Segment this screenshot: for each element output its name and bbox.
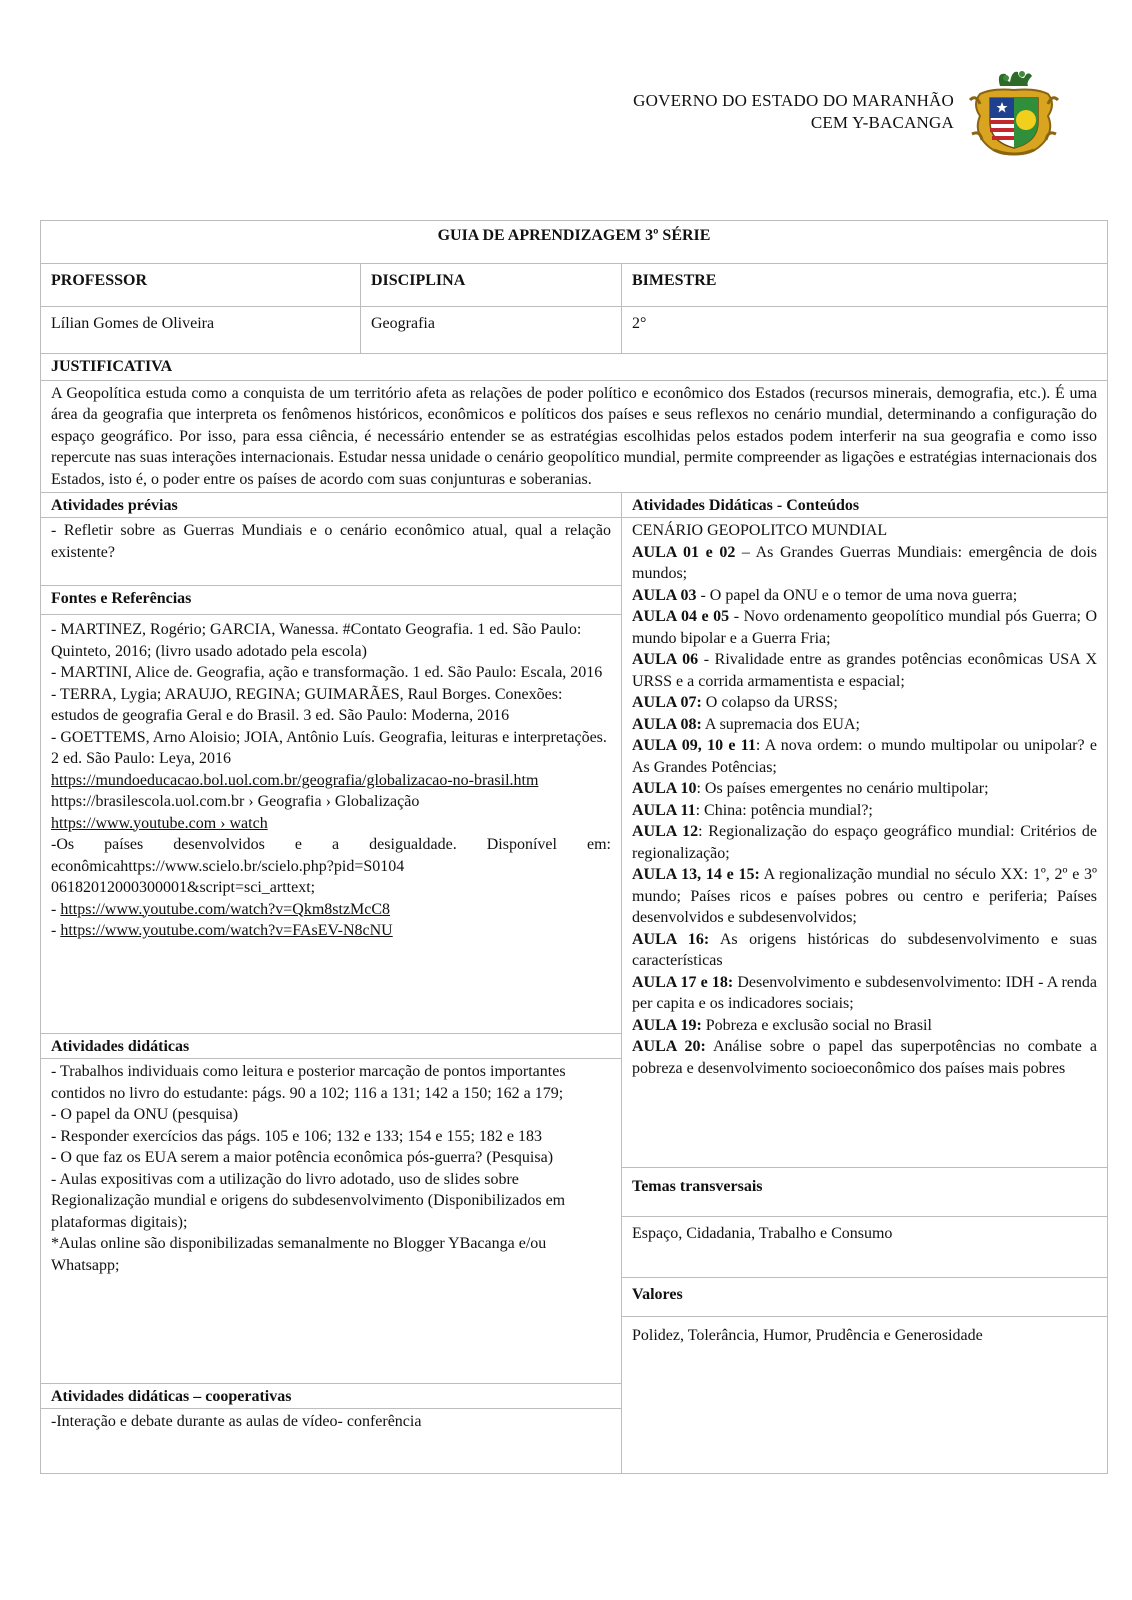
aula-text: A regionalização mundial no século XX: 1º, 2º e 3º mundo; Países ricos e países pobres ou centro e periferia; Países desenvolvidos e subdesenvolvidos; xyxy=(632,866,1098,926)
link-brasilescola[interactable]: https://brasilescola.uol.com.br › Geografia › Globalização xyxy=(51,793,420,810)
aula-text: Pobreza e exclusão social no Brasil xyxy=(701,1016,932,1034)
aula-item xyxy=(632,800,1097,822)
didatica-item: *Aulas online são disponibilizadas semanalmente no Blogger YBacanga e/ou Whatsapp; xyxy=(51,1235,547,1274)
left-column xyxy=(41,493,622,1474)
header-school: CEM Y-BACANGA xyxy=(810,113,954,132)
didaticas-list xyxy=(41,1059,621,1384)
aula-number: AULA 06 xyxy=(632,651,699,668)
aula-number: AULA 17 e 18: xyxy=(632,973,734,991)
aulas-list xyxy=(632,542,1097,1080)
header-text xyxy=(633,90,954,134)
fontes-list xyxy=(41,615,621,1034)
aula-number: AULA 11 xyxy=(632,801,696,819)
aula-number: AULA 03 xyxy=(632,586,697,604)
aula-item xyxy=(632,1036,1097,1079)
link-youtube-video-1[interactable]: https://www.youtube.com/watch?v=Qkm8stzMcC8 xyxy=(60,900,391,918)
link-prefix: - xyxy=(51,922,61,939)
aula-text: : China: potência mundial?; xyxy=(695,801,873,819)
aula-number: AULA 01 e 02 xyxy=(632,543,736,561)
bimestre-value: 2° xyxy=(622,307,1108,354)
aula-number: AULA 16: xyxy=(632,930,710,948)
fonte-item: - MARTINI, Alice de. Geografia, ação e transformação. 1 ed. São Paulo: Escala, 2016 xyxy=(51,664,603,681)
professor-label: PROFESSOR xyxy=(41,264,361,307)
valores-label: Valores xyxy=(622,1278,1107,1317)
aula-item xyxy=(632,692,1097,714)
didaticas-label: Atividades didáticas xyxy=(41,1034,621,1059)
professor-value: Lílian Gomes de Oliveira xyxy=(41,307,361,354)
temas-text: Espaço, Cidadania, Trabalho e Consumo xyxy=(622,1217,1107,1278)
aula-number: AULA 19: xyxy=(632,1016,702,1034)
fonte-item: - MARTINEZ, Rogério; GARCIA, Wanessa. #Contato Geografia. 1 ed. São Paulo: Quinteto, 2016; (livro usado adotado pela escola) xyxy=(51,621,582,660)
aula-item xyxy=(632,606,1097,649)
aula-text: – As Grandes Guerras Mundiais: emergência de dois mundos; xyxy=(632,543,1098,582)
conteudos-label: Atividades Didáticas - Conteúdos xyxy=(622,493,1107,518)
aula-text: : A nova ordem: o mundo multipolar ou unipolar? e As Grandes Potências; xyxy=(632,737,1098,776)
justificativa-label: JUSTIFICATIVA xyxy=(41,354,1108,381)
aula-item xyxy=(632,972,1097,1015)
bimestre-label: BIMESTRE xyxy=(622,264,1108,307)
aula-item xyxy=(632,585,1097,607)
aula-item xyxy=(632,1015,1097,1037)
aula-item xyxy=(632,864,1097,929)
aula-number: AULA 09, 10 e 11 xyxy=(632,737,756,754)
aula-item xyxy=(632,778,1097,800)
aula-item xyxy=(632,649,1097,692)
didatica-item: - Trabalhos individuais como leitura e posterior marcação de pontos importantes contidos no livro do estudante: págs. 90 a 102; 116 a 131; 142 a 150; 162 a 179; xyxy=(51,1063,566,1102)
disciplina-label: DISCIPLINA xyxy=(361,264,622,307)
fonte-item: - TERRA, Lygia; ARAUJO, REGINA; GUIMARÃES, Raul Borges. Conexões: estudos de geografia Geral e do Brasil. 3 ed. São Paulo: Moderna, 2016 xyxy=(51,685,563,724)
fonte-item: - GOETTEMS, Arno Aloisio; JOIA, Antônio Luís. Geografia, leituras e interpretações. 2 ed. São Paulo: Leya, 2016 xyxy=(51,728,607,767)
conteudos-list xyxy=(622,518,1107,1168)
link-youtube[interactable]: https://www.youtube.com › watch xyxy=(51,814,268,832)
aula-text: A supremacia dos EUA; xyxy=(701,715,860,733)
link-youtube-video-2[interactable]: https://www.youtube.com/watch?v=FAsEV-N8cNU xyxy=(60,922,393,939)
didatica-item: - Responder exercícios das págs. 105 e 106; 132 e 133; 154 e 155; 182 e 183 xyxy=(51,1127,543,1145)
valores-text: Polidez, Tolerância, Humor, Prudência e Generosidade xyxy=(632,1327,983,1344)
scielo-reference: -Os países desenvolvidos e a desigualdade. Disponível em: econômicahttps://www.scielo.br/scielo.php?pid=S0104 06182012000300001&script=sci_arttext; xyxy=(51,836,611,896)
aula-number: AULA 13, 14 e 15: xyxy=(632,866,760,883)
aula-item xyxy=(632,929,1097,972)
aula-item xyxy=(632,542,1097,585)
aula-number: AULA 12 xyxy=(632,823,699,840)
temas-label: Temas transversais xyxy=(622,1168,1107,1217)
aula-text: Desenvolvimento e subdesenvolvimento: IDH - A renda per capita e os indicadores sociais; xyxy=(632,973,1098,1012)
page-header xyxy=(0,0,1132,200)
aula-number: AULA 20: xyxy=(632,1038,706,1055)
previas-text: - Refletir sobre as Guerras Mundiais e o cenário econômico atual, qual a relação existente? xyxy=(41,518,621,586)
aula-number: AULA 04 e 05 xyxy=(632,608,730,625)
aula-text: : Os países emergentes no cenário multipolar; xyxy=(696,780,989,797)
aula-item xyxy=(632,735,1097,778)
aula-text: : Regionalização do espaço geográfico mundial: Critérios de regionalização; xyxy=(632,823,1098,862)
aula-text: Análise sobre o papel das superpotências no combate a pobreza e desenvolvimento socioeconômico dos países mais pobres xyxy=(632,1038,1098,1077)
didatica-item: - Aulas expositivas com a utilização do livro adotado, uso de slides sobre Regionalização mundial e origens do subdesenvolvimento (Disponibilizados em plataformas digitais); xyxy=(51,1170,566,1231)
header-government: GOVERNO DO ESTADO DO MARANHÃO xyxy=(633,91,954,110)
aula-item xyxy=(632,821,1097,864)
link-prefix: - xyxy=(51,900,61,918)
state-crest-icon xyxy=(966,64,1062,160)
cooperativas-text: -Interação e debate durante as aulas de vídeo- conferência xyxy=(51,1413,422,1430)
cooperativas-label: Atividades didáticas – cooperativas xyxy=(41,1384,621,1409)
link-mundoeducacao[interactable]: https://mundoeducacao.bol.uol.com.br/geografia/globalizacao-no-brasil.htm xyxy=(51,771,539,789)
aula-text: - Rivalidade entre as grandes potências econômicas USA X URSS e a corrida armamentista e espacial; xyxy=(632,651,1098,690)
guide-title: GUIA DE APRENDIZAGEM 3º SÉRIE xyxy=(41,221,1108,264)
aula-text: O colapso da URSS; xyxy=(701,694,838,711)
aula-number: AULA 07: xyxy=(632,694,702,711)
aula-number: AULA 08: xyxy=(632,715,702,733)
previas-label: Atividades prévias xyxy=(41,493,621,518)
aula-text: - O papel da ONU e o temor de uma nova guerra; xyxy=(696,586,1018,604)
aula-text: - Novo ordenamento geopolítico mundial pós Guerra; O mundo bipolar e a Guerra Fria; xyxy=(632,608,1098,647)
right-column xyxy=(622,493,1108,1474)
aula-item xyxy=(632,714,1097,736)
didatica-item: - O papel da ONU (pesquisa) xyxy=(51,1106,239,1123)
learning-guide-table xyxy=(40,220,1108,1474)
justificativa-text: A Geopolítica estuda como a conquista de um território afeta as relações de poder político e econômico dos Estados (recursos minerais, demografia, etc.). É uma área da geografia que interpreta os fenômenos históricos, econômicos e políticos dos países e seus reflexos no cenário mundial, determinando a configuração do espaço geográfico. Por isso, para essa ciência, é necessário entender se as estratégias escolhidas pelos estados podem interferir na sua geografia e como isso repercute nas suas interações internacionais. Estudar nessa unidade o cenário geopolítico mundial, permite compreender as ligações e estratégias internacionais dos Estados, isto é, o poder entre os países de acordo com suas conjunturas e soberanias. xyxy=(41,380,1108,493)
fontes-label: Fontes e Referências xyxy=(41,586,621,615)
cenario-title: CENÁRIO GEOPOLITCO MUNDIAL xyxy=(632,522,888,539)
disciplina-value: Geografia xyxy=(361,307,622,354)
aula-text: As origens históricas do subdesenvolvimento e suas características xyxy=(632,930,1098,969)
aula-number: AULA 10 xyxy=(632,780,697,797)
didatica-item: - O que faz os EUA serem a maior potência econômica pós-guerra? (Pesquisa) xyxy=(51,1149,554,1166)
